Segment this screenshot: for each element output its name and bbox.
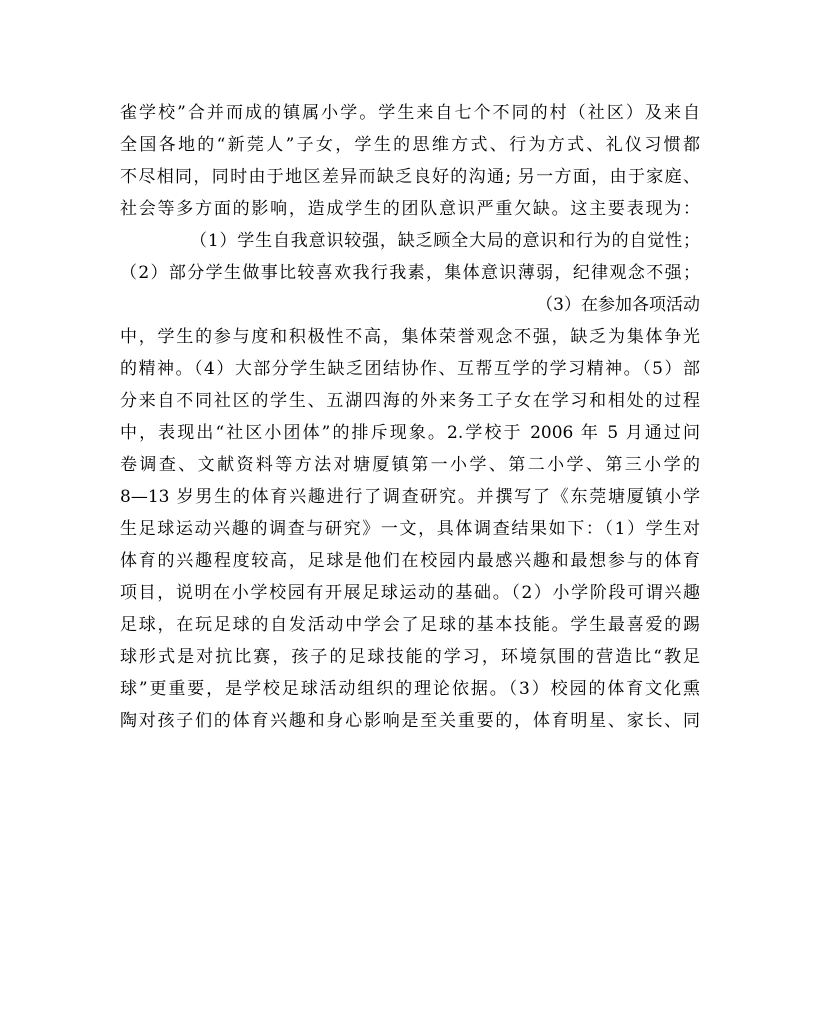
text-line: （1）学生自我意识较强，缺乏顾全大局的意识和行为的自觉性；: [190, 231, 700, 251]
text-line: 卷调查、文献资料等方法对塘厦镇第一小学、第二小学、第三小学的: [120, 455, 700, 475]
text-line: 中，学生的参与度和积极性不高，集体荣誉观念不强，缺乏为集体争光: [120, 327, 700, 347]
text-line: 全国各地的“新莞人”子女，学生的思维方式、行为方式、礼仪习惯都: [120, 135, 700, 155]
text-line: 雀学校”合并而成的镇属小学。学生来自七个不同的村（社区）及来自: [120, 103, 700, 123]
text-line: （2）部分学生做事比较喜欢我行我素，集体意识薄弱，纪律观念不强；: [120, 263, 700, 283]
body-text: [120, 97, 700, 737]
text-line: 社会等多方面的影响，造成学生的团队意识严重欠缺。这主要表现为：: [120, 199, 700, 219]
text-line: 生足球运动兴趣的调查与研究》一文，具体调查结果如下：（1）学生对: [120, 519, 700, 539]
text-line: 陶对孩子们的体育兴趣和身心影响是至关重要的，体育明星、家长、同: [120, 711, 700, 731]
text-line: 体育的兴趣程度较高，足球是他们在校园内最感兴趣和最想参与的体育: [120, 551, 700, 571]
text-line: 项目，说明在小学校园有开展足球运动的基础。（2）小学阶段可谓兴趣: [120, 583, 700, 603]
text-line: 球”更重要，是学校足球活动组织的理论依据。（3）校园的体育文化熏: [120, 679, 700, 699]
text-line: 不尽相同，同时由于地区差异而缺乏良好的沟通; 另一方面，由于家庭、: [120, 167, 700, 187]
text-line: 球形式是对抗比赛，孩子的足球技能的学习，环境氛围的营造比“教足: [120, 647, 700, 667]
text-line: 8—13 岁男生的体育兴趣进行了调查研究。并撰写了《东莞塘厦镇小学: [120, 487, 700, 507]
text-line: 的精神。（4）大部分学生缺乏团结协作、互帮互学的学习精神。（5）部: [120, 359, 700, 379]
text-line: 中，表现出“社区小团体”的排斥现象。2.学校于 2006 年 5 月通过问: [120, 423, 700, 443]
text-line: （3）在参加各项活动: [536, 295, 700, 315]
text-line: 足球，在玩足球的自发活动中学会了足球的基本技能。学生最喜爱的踢: [120, 615, 700, 635]
text-line: 分来自不同社区的学生、五湖四海的外来务工子女在学习和相处的过程: [120, 391, 700, 411]
